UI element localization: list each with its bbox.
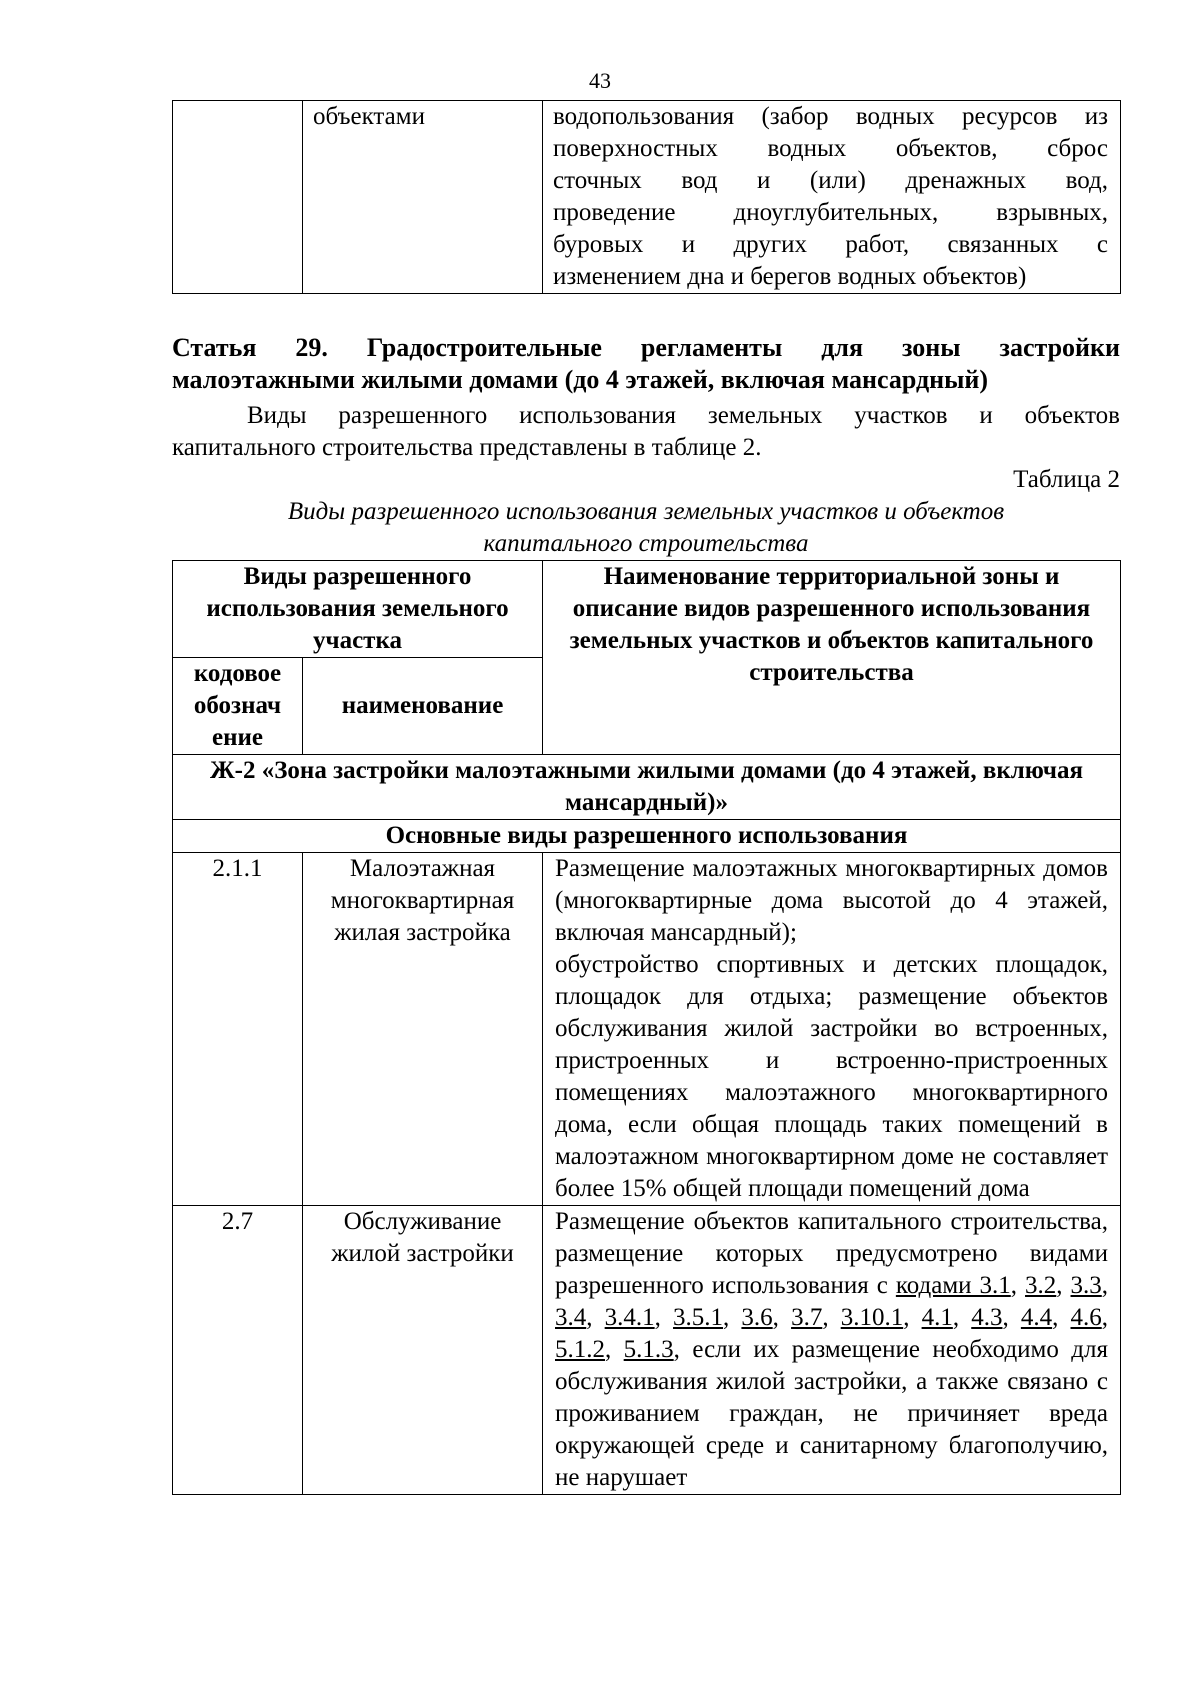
- table-row: [173, 1206, 1121, 1495]
- text-line: поверхностных водных объектов, сброс: [553, 135, 1108, 162]
- header-zone-description: Наименование территориальной зоны и описание видов разрешенного использования земельных участков и объектов капитального строительства: [543, 561, 1121, 755]
- description-part: Размещение объектов капитального строительства, размещение которых предусмотрено видами разрешенного использования с: [555, 1208, 1108, 1299]
- code-cell: 2.7: [173, 1206, 303, 1495]
- code-link[interactable]: кодами 3.1: [895, 1272, 1011, 1299]
- code-link[interactable]: 3.4.1: [604, 1304, 655, 1331]
- heading-line: малоэтажными жилыми домами (до 4 этажей, включая мансардный): [172, 365, 989, 394]
- article-heading: [172, 332, 1120, 396]
- table-caption: [172, 496, 1120, 560]
- code-link[interactable]: 3.10.1: [840, 1304, 904, 1331]
- description-cell: Размещение объектов капитального строительства, размещение которых предусмотрено видами разрешенного использования с кодами 3.1, 3.2, 3.3, 3.4, 3.4.1, 3.5.1, 3.6, 3.7, 3.10.1, 4.1, 4.3, 4.4, 4.6, 5.1.2, 5.1.3, если их размещение необходимо для обслуживания жилой застройки, а также связано с проживанием граждан, не причиняет вреда окружающей среде и санитарному благополучию, не нарушает: [543, 1206, 1121, 1495]
- heading-line: Статья 29. Градостроительные регламенты для зоны застройки: [172, 333, 1120, 362]
- code-link[interactable]: 5.1.3: [623, 1336, 674, 1363]
- empty-cell: [173, 101, 303, 294]
- object-cell: объектами: [303, 101, 543, 294]
- text-line: изменением дна и берегов водных объектов): [553, 263, 1027, 290]
- water-use-cell: [543, 101, 1121, 294]
- header-permitted-uses: Виды разрешенного использования земельного участка: [173, 561, 543, 658]
- paragraph-line: капитального строительства представлены в таблице 2.: [172, 434, 762, 461]
- text-line: водопользования (забор водных ресурсов из: [553, 103, 1108, 130]
- text-line: сточных вод и (или) дренажных вод,: [553, 167, 1108, 194]
- paragraph-line: Виды разрешенного использования земельных участков и объектов: [247, 402, 1120, 429]
- caption-line: Виды разрешенного использования земельных участков и объектов: [287, 498, 1005, 525]
- zone-row: Ж-2 «Зона застройки малоэтажными жилыми домами (до 4 этажей, включая мансардный)»: [173, 755, 1121, 820]
- code-link[interactable]: 3.2: [1025, 1272, 1057, 1299]
- code-link[interactable]: 4.3: [971, 1304, 1003, 1331]
- zoning-table: [172, 560, 1121, 1495]
- header-name: наименование: [303, 658, 543, 755]
- description-cell: [543, 853, 1121, 1206]
- code-link[interactable]: 4.4: [1020, 1304, 1053, 1331]
- continued-table: [172, 100, 1121, 294]
- header-code: кодовое обознач ение: [173, 658, 303, 755]
- code-link[interactable]: 4.1: [921, 1304, 953, 1331]
- code-link[interactable]: 4.6: [1070, 1304, 1102, 1331]
- page-number: 43: [589, 68, 611, 93]
- code-link[interactable]: 3.5.1: [673, 1304, 724, 1331]
- section-row: Основные виды разрешенного использования: [173, 820, 1121, 853]
- description-part: если их размещение необходимо для обслуживания жилой застройки, а также связано с проживанием граждан, не причиняет вреда окружающей среде и санитарному благополучию, не нарушает: [555, 1336, 1108, 1491]
- code-link[interactable]: 3.4: [555, 1304, 587, 1331]
- description-part: Размещение малоэтажных многоквартирных домов (многоквартирные дома высотой до 4 этажей, включая мансардный);: [555, 855, 1108, 946]
- text-line: буровых и других работ, связанных с: [553, 231, 1108, 258]
- table-label: Таблица 2: [1013, 466, 1120, 493]
- code-link[interactable]: 3.3: [1070, 1272, 1102, 1299]
- code-cell: 2.1.1: [173, 853, 303, 1206]
- code-link[interactable]: 3.7: [791, 1304, 823, 1331]
- name-cell: Малоэтажная многоквартирная жилая застройка: [303, 853, 543, 1206]
- table-row: [173, 853, 1121, 1206]
- code-link[interactable]: 3.6: [741, 1304, 773, 1331]
- name-cell: Обслуживание жилой застройки: [303, 1206, 543, 1495]
- text-line: проведение дноуглубительных, взрывных,: [553, 199, 1108, 226]
- description-part: обустройство спортивных и детских площадок, площадок для отдыха; размещение объектов обслуживания жилой застройки во встроенных, пристроенных и встроенно-пристроенных помещениях малоэтажного многоквартирного дома, если общая площадь таких помещений в малоэтажном многоквартирном доме не составляет более 15% общей площади помещений дома: [555, 951, 1108, 1202]
- caption-line: капитального строительства: [483, 530, 809, 557]
- article-paragraph: [172, 400, 1120, 464]
- code-link[interactable]: 5.1.2: [555, 1336, 605, 1363]
